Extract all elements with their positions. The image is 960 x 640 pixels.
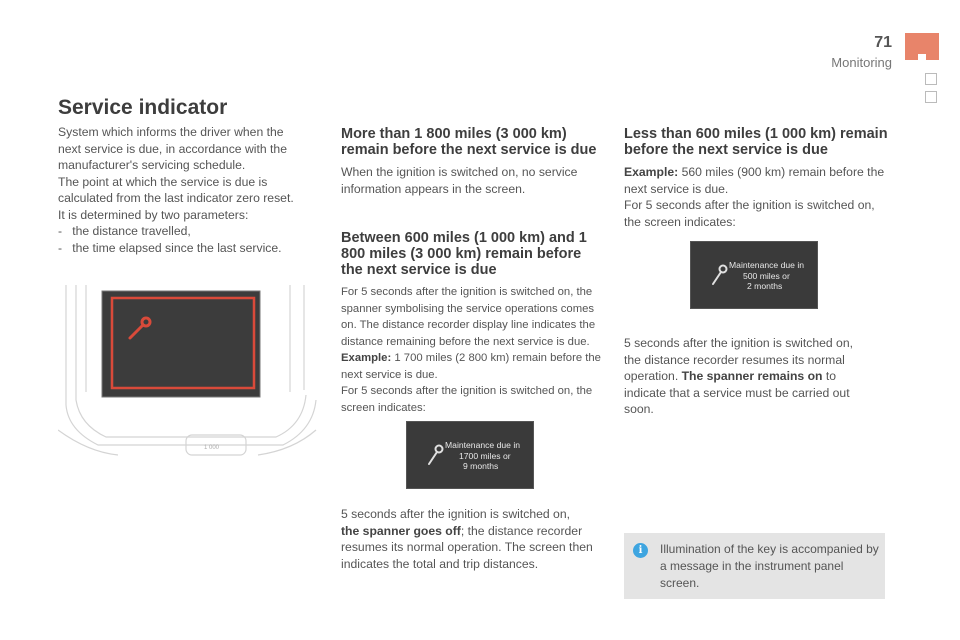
- intro-text: System which informs the driver when the next service is due, in accordance with the manufacturer's servicing schedule. The point at which the service is due is calculated from the last indicator zero reset. It is determined by two parameters: - the distance travelled, - the time elapsed since the last service.: [58, 124, 298, 256]
- spanner-icon: [425, 442, 445, 468]
- parameter-list: [58, 223, 298, 256]
- paragraph: Example: 560 miles (900 km) remain before the next service is due. For 5 seconds after the ignition is switched on, the screen indicates:: [624, 165, 885, 229]
- instrument-display: [406, 421, 534, 489]
- info-text: Illumination of the key is accompanied by a message in the instrument panel screen.: [660, 542, 879, 590]
- section-heading: More than 1 800 miles (3 000 km) remain before the next service is due: [341, 126, 597, 158]
- instrument-panel-illustration: [58, 280, 318, 470]
- display-message: Maintenance due in 500 miles or 2 months: [729, 260, 805, 291]
- section-title: Monitoring: [831, 55, 892, 70]
- paragraph: 5 seconds after the ignition is switched on, the distance recorder resumes its normal operation. The spanner remains on to indicate that a service must be carried out soon.: [624, 336, 853, 416]
- info-note: [624, 533, 885, 599]
- paragraph: 5 seconds after the ignition is switched on, the spanner goes off; the distance recorder resumes its normal operation. The screen then indicates the total and trip distances.: [341, 507, 593, 571]
- list-item: - the distance travelled,: [58, 224, 191, 238]
- info-icon: i: [633, 543, 648, 558]
- section-heading: Less than 600 miles (1 000 km) remain before the next service is due: [624, 126, 888, 158]
- odometer-label: 1 000: [204, 445, 220, 451]
- page-nav-box: [925, 73, 937, 85]
- paragraph: For 5 seconds after the ignition is switched on, the spanner symbolising the service operations comes on. The distance recorder display line indicates the distance remaining before the next service is due. Example: 1 700 miles (2 800 km) remain before the next service is due. For 5 seconds after the ignition is switched on, the screen indicates:: [341, 286, 601, 414]
- chapter-tab-marker: [918, 54, 926, 62]
- paragraph: When the ignition is switched on, no service information appears in the screen.: [341, 165, 578, 196]
- page-number: 71: [874, 34, 892, 51]
- list-item: - the time elapsed since the last service.: [58, 240, 282, 255]
- spanner-icon: [709, 262, 729, 288]
- page-title: Service indicator: [58, 96, 228, 119]
- page-nav-box: [925, 91, 937, 103]
- instrument-display: [690, 241, 818, 309]
- display-message: Maintenance due in 1700 miles or 9 months: [445, 440, 521, 471]
- section-heading: Between 600 miles (1 000 km) and 1 800 miles (3 000 km) remain before the next service is due: [341, 230, 587, 278]
